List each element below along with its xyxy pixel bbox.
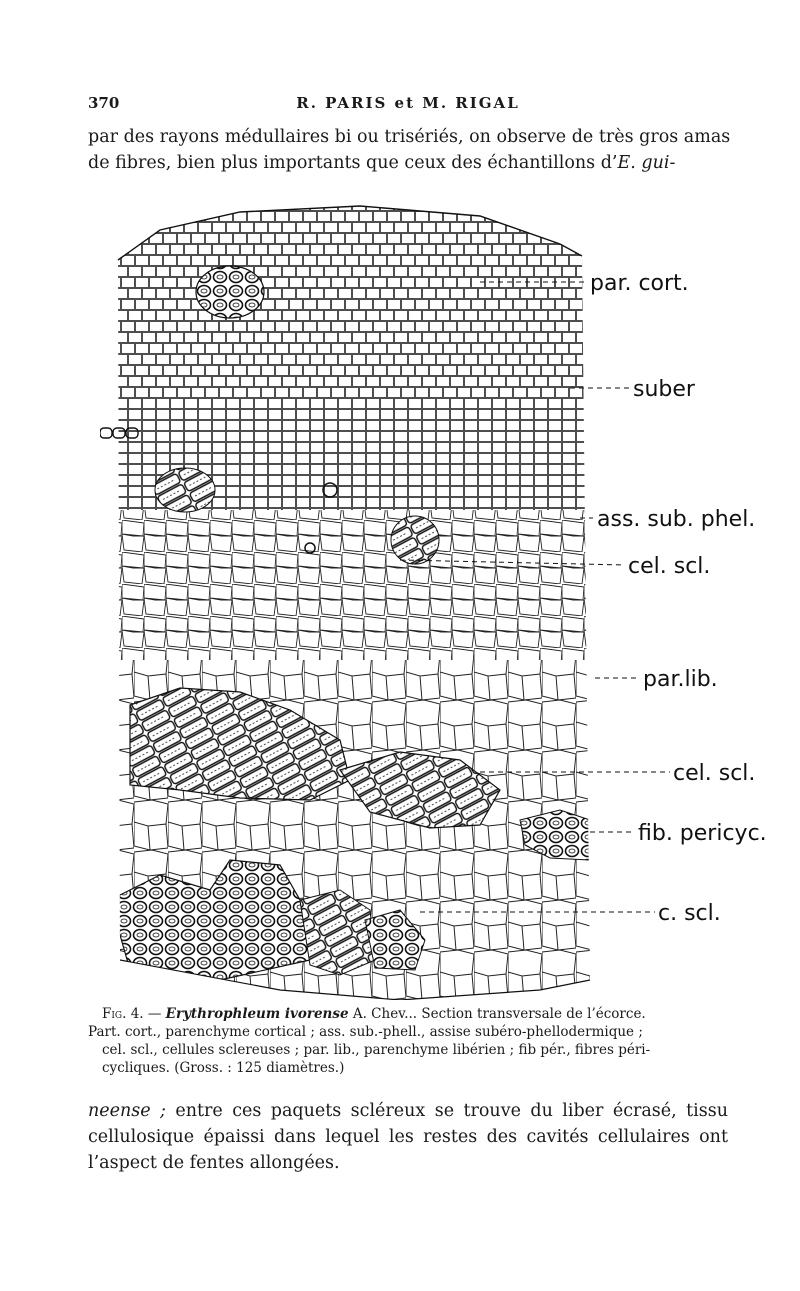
paragraph-text: de fibres, bien plus importants que ceux des échantillons d’ xyxy=(88,153,618,173)
paragraph-bottom xyxy=(88,1098,728,1176)
figure-bark-section xyxy=(100,200,780,1000)
paragraph-italic-text: E. gui- xyxy=(617,153,676,173)
label-par-lib: par.lib. xyxy=(643,667,718,692)
cell-drawing xyxy=(100,200,780,1000)
caption-text: A. Chev... Section transversale de l’écorce. xyxy=(348,1006,646,1022)
figure-caption xyxy=(88,1005,728,1077)
label-par-cort: par. cort. xyxy=(590,271,689,296)
caption-line: cycliques. (Gross. : 125 diamètres.) xyxy=(102,1060,345,1076)
label-fib-pericyc: fib. pericyc. xyxy=(638,821,767,846)
caption-line: cel. scl., cellules sclereuses ; par. lib., parenchyme libérien ; fib pér., fibres péri- xyxy=(102,1042,651,1058)
page-header xyxy=(88,94,728,120)
paragraph-line: cellulosique épaissi dans lequel les restes des cavités cellulaires ont xyxy=(88,1127,728,1147)
caption-line xyxy=(88,1005,728,1023)
paragraph-line xyxy=(88,150,728,176)
caption-species: Erythrophleum ivorense xyxy=(165,1006,349,1022)
running-head: R. PARIS et M. RIGAL xyxy=(296,94,520,112)
label-ass-sub-phel: ass. sub. phel. xyxy=(597,507,756,532)
paragraph-line xyxy=(88,1098,728,1124)
paragraph-line: par des rayons médullaires bi ou trisériés, on observe de très gros amas xyxy=(88,127,731,147)
label-cel-scl-2: cel. scl. xyxy=(673,761,756,786)
page-number: 370 xyxy=(88,94,120,112)
label-suber: suber xyxy=(633,377,695,402)
paragraph-italic-text: neense ; xyxy=(88,1101,166,1121)
caption-figure-number: Fig. 4. — xyxy=(102,1006,166,1022)
label-c-scl: c. scl. xyxy=(658,901,721,926)
caption-line: Part. cort., parenchyme cortical ; ass. sub.-phell., assise subéro-phellodermique ; xyxy=(88,1024,643,1040)
paragraph-text: entre ces paquets scléreux se trouve du liber écrasé, tissu xyxy=(165,1101,728,1121)
paragraph-line: l’aspect de fentes allongées. xyxy=(88,1153,340,1173)
paragraph-top xyxy=(88,124,731,176)
label-cel-scl: cel. scl. xyxy=(628,554,711,579)
